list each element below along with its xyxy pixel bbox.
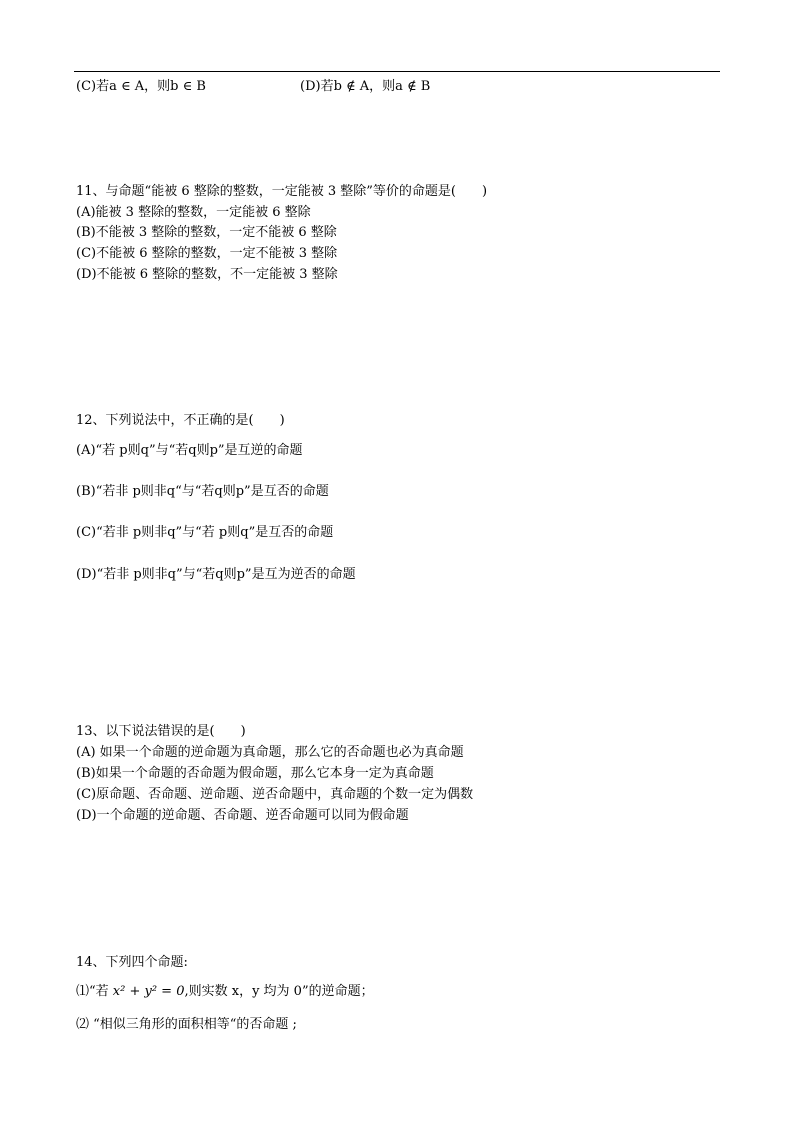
q11-stem: 11、与命题“能被 6 整除的整数，一定能被 3 整除”等价的命题是( ) [76, 184, 488, 199]
q14-item-2: ⑵ “相似三角形的面积相等“的否命题 ; [76, 1017, 297, 1032]
q13-option-d: (D)一个命题的逆命题、否命题、逆否命题可以同为假命题 [76, 808, 409, 823]
header-rule [74, 71, 720, 72]
q13-option-a: (A) 如果一个命题的逆命题为真命题，那么它的否命题也必为真命题 [76, 745, 464, 760]
q14-item-1-equation: x² + y² = 0 [112, 984, 185, 999]
q11-option-b: (B)不能被 3 整除的整数，一定不能被 6 整除 [76, 225, 337, 240]
q10-option-c: (C)若a ∈ A，则b ∈ B [76, 79, 206, 94]
q12-option-d: (D)“若非 p则非q”与“若q则p”是互为逆否的命题 [76, 567, 356, 582]
q14-stem: 14、下列四个命题: [76, 955, 188, 970]
q12-option-c: (C)“若非 p则非q”与“若 p则q”是互否的命题 [76, 525, 334, 540]
q11-option-d: (D)不能被 6 整除的整数，不一定能被 3 整除 [76, 267, 338, 282]
q13-option-b: (B)如果一个命题的否命题为假命题，那么它本身一定为真命题 [76, 766, 434, 781]
q13-option-c: (C)原命题、否命题、逆命题、逆否命题中，真命题的个数一定为偶数 [76, 787, 474, 802]
q14-item-1 [76, 983, 374, 1001]
q11-option-c: (C)不能被 6 整除的整数，一定不能被 3 整除 [76, 246, 338, 261]
q10-option-d: (D)若b ∉ A，则a ∉ B [300, 79, 431, 94]
q12-option-a: (A)“若 p则q”与“若q则p”是互逆的命题 [76, 443, 303, 458]
q14-item-1-prefix: ⑴“若 [76, 984, 113, 999]
q12-stem: 12、下列说法中，不正确的是( ) [76, 413, 285, 428]
q13-stem: 13、以下说法错误的是( ) [76, 724, 246, 739]
q14-item-1-suffix: ,则实数 x，y 均为 0”的逆命题； [184, 984, 374, 999]
q11-option-a: (A)能被 3 整除的整数，一定能被 6 整除 [76, 205, 311, 220]
q12-option-b: (B)“若非 p则非q“与“若q则p”是互否的命题 [76, 484, 329, 499]
